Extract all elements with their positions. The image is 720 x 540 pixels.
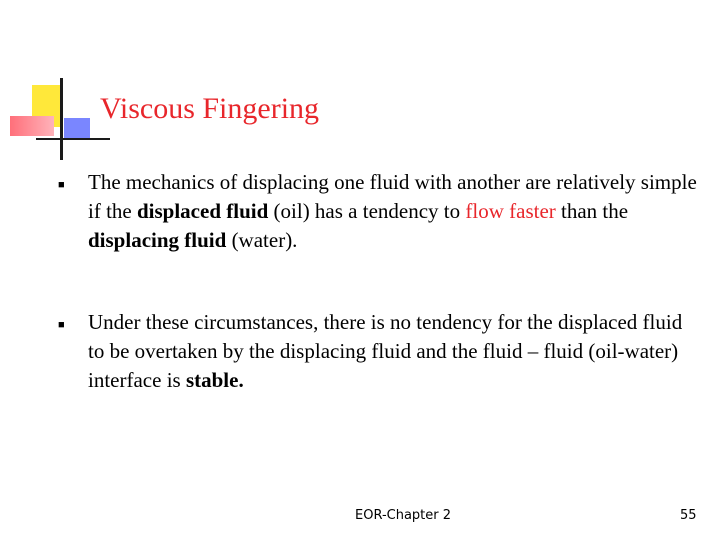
highlight-text: flow faster [465,199,556,223]
page-number: 55 [680,508,697,523]
text: (oil) has a tendency to [268,199,466,223]
text: than the [555,199,629,223]
text: The mechanics of displacing one fluid with another are relatively simple if the [88,170,697,223]
paragraph-2 [88,308,698,395]
logo-horizontal-line [36,138,110,140]
logo-red-block [10,116,54,136]
text: Under these circumstances, there is no tendency for the displaced fluid to be overtaken by the displacing fluid and the fluid – fluid (oil-water) interface is [88,310,683,392]
logo-vertical-line [60,78,63,160]
paragraph-1 [88,168,698,255]
slide-title: Viscous Fingering [100,92,320,125]
text: (water). [226,228,298,252]
bold-text: stable. [185,368,244,392]
logo-blue-block [64,118,90,138]
bullet-icon: ■ [58,179,65,191]
footer-text: EOR-Chapter 2 [355,508,452,523]
bold-text: displaced fluid [136,199,269,223]
bullet-icon: ■ [58,319,65,331]
bold-text: displacing fluid [88,228,227,252]
